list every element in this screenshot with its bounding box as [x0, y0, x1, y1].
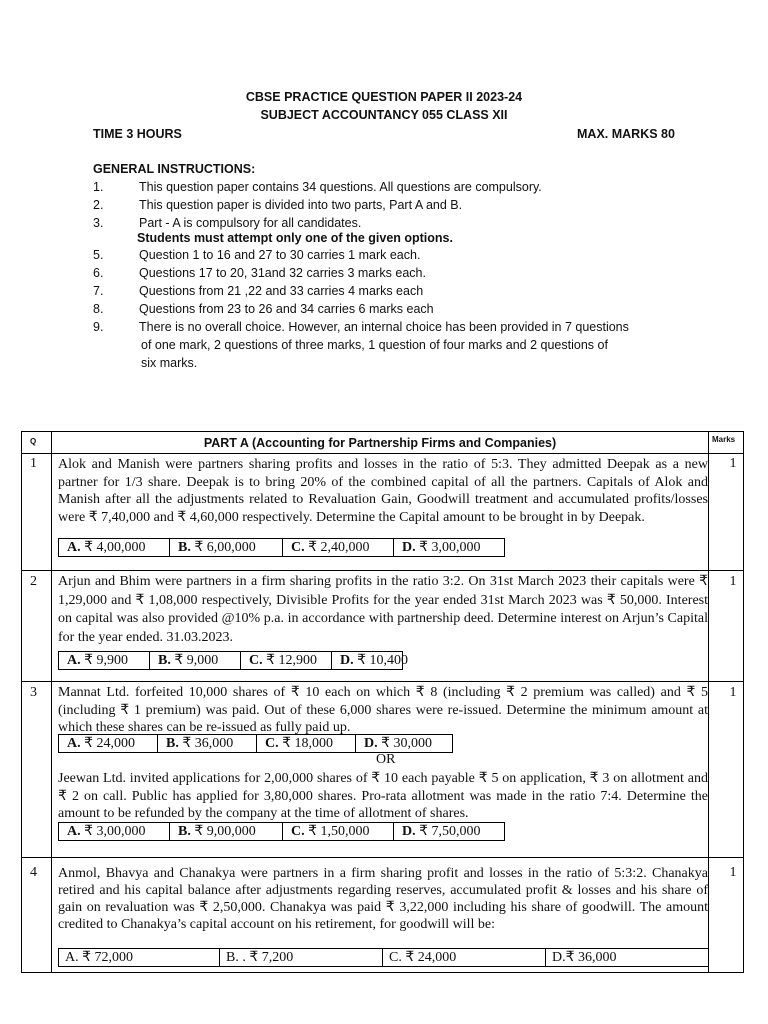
instruction-continuation: six marks. — [141, 356, 198, 370]
question-number: 2 — [30, 574, 37, 589]
option-a[interactable]: A. ₹ 24,000 — [59, 735, 158, 752]
question-number: 1 — [30, 456, 37, 471]
option-a[interactable]: A. ₹ 3,00,000 — [59, 823, 170, 840]
option-d[interactable]: D. ₹ 30,000 — [364, 736, 433, 751]
option-b[interactable]: B. ₹ 9,00,000 — [170, 823, 283, 840]
instruction-item: 6. Questions 17 to 20, 31and 32 carries 3 marks each. — [93, 266, 426, 280]
question-marks: 1 — [729, 456, 737, 471]
instruction-item: Students must attempt only one of the given options. — [137, 231, 453, 245]
option-c[interactable]: C. ₹ 2,40,000 — [283, 539, 394, 556]
option-d[interactable]: D. ₹ 3,00,000 — [402, 540, 481, 555]
option-d[interactable]: D.₹ 36,000 — [552, 950, 617, 965]
option-c[interactable]: C. ₹ 18,000 — [257, 735, 356, 752]
question-text: Anmol, Bhavya and Chanakya were partners in a firm sharing profit and losses in the ratio of 5:3:2. Chanakya retired and his capital balance after adjustments regarding reserves, accumulated profit & losses and his share of gain on revaluation was ₹ 2,50,000. Chanakya was paid ₹ 3,22,000 including his share of goodwill. The amount credited to Chanakya’s capital account on his retirement, for goodwill will be: — [58, 866, 708, 932]
options-row — [58, 538, 505, 557]
instruction-continuation: of one mark, 2 questions of three marks, 1 question of four marks and 2 questions of — [141, 338, 608, 352]
question-text: Mannat Ltd. forfeited 10,000 shares of ₹ 10 each on which ₹ 8 (including ₹ 2 premium was called) and ₹ 5 (including ₹ 1 premium) was paid. Out of these 6,000 shares were re-issued. Determine the minimum amount at which these shares can be re-issued as fully paid up. — [58, 685, 708, 735]
part-title: PART A (Accounting for Partnership Firms and Companies) — [203, 436, 557, 450]
paper-subject: SUBJECT ACCOUNTANCY 055 CLASS XII — [260, 108, 508, 122]
questions-table — [21, 431, 744, 973]
instruction-item: 9. There is no overall choice. However, an internal choice has been provided in 7 questions — [93, 320, 629, 334]
option-d[interactable]: D. ₹ 7,50,000 — [402, 824, 481, 839]
option-c[interactable]: C. ₹ 12,900 — [241, 652, 332, 669]
instruction-item: 7. Questions from 21 ,22 and 33 carries 4 marks each — [93, 284, 424, 298]
question-number: 3 — [30, 685, 37, 700]
question-alt-text: Jeewan Ltd. invited applications for 2,00,000 shares of ₹ 10 each payable ₹ 5 on application, ₹ 3 on allotment and ₹ 2 on call. Public has applied for 3,80,000 shares. Pro-rata allotment was made in the ratio 7:4. Determine the amount to be refunded by the company at the time of allotment of shares. — [58, 771, 708, 821]
option-b[interactable]: B. ₹ 6,00,000 — [170, 539, 283, 556]
or-divider: OR — [376, 752, 396, 767]
question-marks: 1 — [729, 685, 737, 700]
instructions-heading: GENERAL INSTRUCTIONS: — [93, 162, 256, 176]
instruction-item: 3. Part - A is compulsory for all candidates. — [93, 216, 362, 230]
option-c[interactable]: C. ₹ 1,50,000 — [283, 823, 394, 840]
instruction-item: 2. This question paper is divided into two parts, Part A and B. — [93, 198, 463, 212]
options-row — [58, 651, 409, 670]
option-a[interactable]: A. ₹ 9,900 — [59, 652, 150, 669]
options-row — [58, 948, 709, 967]
question-number: 4 — [30, 865, 37, 880]
question-text: Alok and Manish were partners sharing profits and losses in the ratio of 5:3. They admitted Deepak as a new partner for 1/3 share. Deepak is to bring 20% of the combined capital of all the partners. Capitals of Alok and Manish after all the adjustments related to Revaluation Gain, Goodwill treatment and accumulated profits/losses were ₹ 7,40,000 and ₹ 4,60,000 respectively. Determine the Capital amount to be brought in by Deepak. — [58, 457, 708, 525]
options-row — [58, 734, 453, 753]
question-text: Arjun and Bhim were partners in a firm sharing profits in the ratio 3:2. On 31st March 2023 their capitals were ₹ 1,29,000 and ₹ 1,08,000 respectively, Divisible Profits for the year ended 31st March 2023 was ₹ 50,000. Interest on capital was also provided @10% p.a. in accordance with partnership deed. Determine interest on Arjun’s Capital for the year ended. 31.03.2023. — [58, 574, 708, 645]
option-c[interactable]: C. ₹ 24,000 — [383, 949, 546, 966]
general-instructions — [93, 162, 693, 374]
question-marks: 1 — [729, 574, 737, 589]
option-b[interactable]: B. ₹ 36,000 — [158, 735, 257, 752]
time-label: TIME 3 HOURS — [93, 127, 182, 141]
option-d[interactable]: D. ₹ 10,400 — [340, 653, 409, 668]
instruction-item: 8. Questions from 23 to 26 and 34 carries 6 marks each — [93, 302, 434, 316]
question-marks: 1 — [729, 865, 737, 880]
instruction-item: 1. This question paper contains 34 questions. All questions are compulsory. — [93, 180, 542, 194]
option-b[interactable]: B. ₹ 9,000 — [150, 652, 241, 669]
option-b[interactable]: B. . ₹ 7,200 — [220, 949, 383, 966]
option-a[interactable]: A. ₹ 4,00,000 — [59, 539, 170, 556]
options-row — [58, 822, 505, 841]
instruction-item: 5. Question 1 to 16 and 27 to 30 carries 1 mark each. — [93, 248, 421, 262]
col-header-q: Q — [30, 437, 37, 446]
paper-title: CBSE PRACTICE QUESTION PAPER II 2023-24 — [245, 90, 523, 104]
col-header-marks: Marks — [712, 435, 736, 444]
option-a[interactable]: A. ₹ 72,000 — [59, 949, 220, 966]
max-marks-label: MAX. MARKS 80 — [577, 127, 675, 141]
